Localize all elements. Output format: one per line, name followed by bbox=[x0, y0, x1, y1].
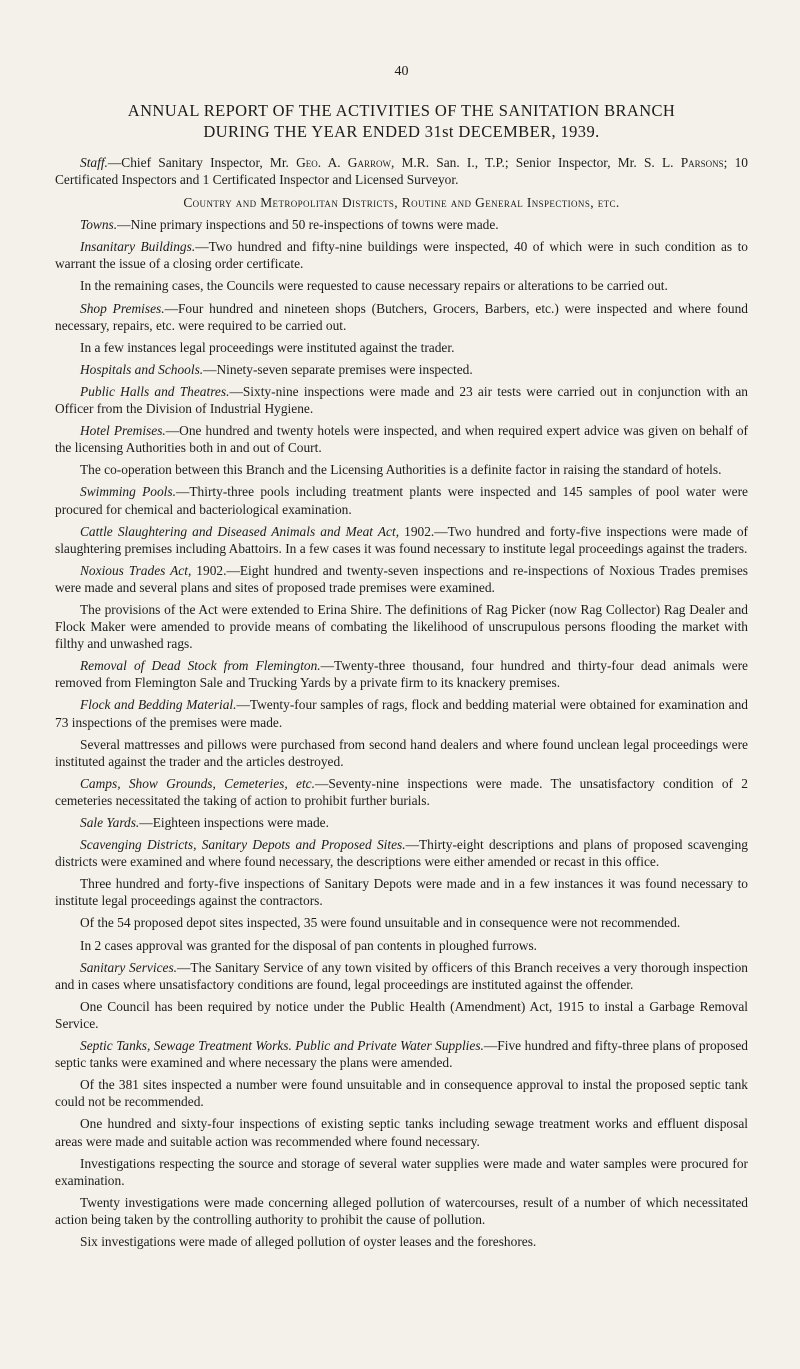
paragraph-text: —Thirty-three pools including treatment plants were inspected and 145 samples of pool water were procured for chemical and bacteriological examination. bbox=[55, 484, 748, 517]
staff-text-c: ; 10 Certificated Inspectors and 1 Certificated Inspector and Licensed Surveyor. bbox=[55, 155, 748, 188]
body-paragraph bbox=[55, 836, 748, 870]
paragraph-text: Of the 54 proposed depot sites inspected, 35 were found unsuitable and in consequence were not recommended. bbox=[80, 915, 681, 931]
paragraph-text: —Two hundred and fifty-nine buildings were inspected, 40 of which were in such condition as to warrant the issue of a closing order certificate. bbox=[55, 239, 748, 272]
body-paragraph bbox=[55, 277, 748, 294]
body-paragraph bbox=[55, 523, 748, 557]
paragraph-text: In 2 cases approval was granted for the disposal of pan contents in ploughed furrows. bbox=[80, 937, 538, 953]
body-paragraph bbox=[55, 775, 748, 809]
staff-name-b: Parsons bbox=[680, 155, 724, 170]
paragraph-text: —Five hundred and fifty-three plans of proposed septic tanks were examined and where necessary the plans were amended. bbox=[55, 1038, 748, 1071]
staff-text-a: —Chief Sanitary Inspector, Mr. bbox=[107, 155, 297, 170]
body-paragraph bbox=[55, 1155, 748, 1189]
body-paragraph bbox=[55, 937, 748, 954]
paragraph-text: Investigations respecting the source and storage of several water supplies were made and water samples were procured for examination. bbox=[55, 1155, 748, 1188]
paragraph-heading: Public Halls and Theatres. bbox=[80, 383, 230, 399]
paragraph-heading: Camps, Show Grounds, Cemeteries, etc. bbox=[80, 775, 315, 791]
body-paragraph bbox=[55, 1037, 748, 1071]
page-number: 40 bbox=[394, 64, 409, 79]
paragraph-heading: Hospitals and Schools. bbox=[80, 361, 204, 377]
paragraph-text: —Twenty-four samples of rags, flock and bedding material were obtained for examination and 73 inspections of the premises were made. bbox=[55, 697, 748, 730]
paragraph-heading: Insanitary Buildings. bbox=[80, 239, 196, 255]
paragraph-text: The co-operation between this Branch and the Licensing Authorities is a definite factor in raising the standard of hotels. bbox=[80, 462, 722, 478]
staff-name-a: Geo. A. Garrow bbox=[296, 155, 391, 170]
paragraph-text: In the remaining cases, the Councils were requested to cause necessary repairs or alterations to be carried out. bbox=[80, 278, 668, 294]
body-paragraph bbox=[55, 483, 748, 517]
paragraph-text: The provisions of the Act were extended to Erina Shire. The definitions of Rag Picker (now Rag Collector) Rag Dealer and Flock Maker were amended to provide means of combating the likelihood of unscrupulous persons flooding the market with filthy and unwashed rags. bbox=[55, 601, 748, 652]
body-paragraph bbox=[55, 914, 748, 931]
staff-text-b: , M.R. San. I., T.P.; Senior Inspector, Mr. S. L. bbox=[390, 155, 681, 170]
body-paragraph bbox=[55, 1194, 748, 1228]
body-paragraph bbox=[55, 216, 748, 233]
body-paragraph bbox=[55, 657, 748, 691]
paragraph-text: Of the 381 sites inspected a number were found unsuitable and in consequence approval to instal the proposed septic tank could not be recommended. bbox=[55, 1077, 748, 1110]
paragraph-text: —Four hundred and nineteen shops (Butchers, Grocers, Barbers, etc.) were inspected and where found necessary, repairs, etc. were required to be carried out. bbox=[55, 300, 748, 333]
paragraph-text: One hundred and sixty-four inspections of existing septic tanks including sewage treatment works and effluent disposal areas were made and suitable action was recommended where found necessary. bbox=[55, 1116, 748, 1149]
body-paragraph bbox=[55, 875, 748, 909]
body-paragraph bbox=[55, 339, 748, 356]
paragraph-heading: Flock and Bedding Material. bbox=[80, 697, 237, 713]
report-title bbox=[55, 100, 748, 142]
body-paragraph bbox=[55, 422, 748, 456]
paragraph-heading: Towns. bbox=[80, 217, 118, 233]
paragraph-text: —Ninety-seven separate premises were inspected. bbox=[203, 361, 473, 377]
paragraph-text: —One hundred and twenty hotels were inspected, and when required expert advice was given on behalf of the licensing Authorities both in and out of Court. bbox=[55, 423, 748, 456]
paragraph-heading: Noxious Trades Act, bbox=[80, 562, 192, 578]
body-paragraph bbox=[55, 238, 748, 272]
report-title-line-1: ANNUAL REPORT OF THE ACTIVITIES OF THE SANITATION BRANCH bbox=[127, 101, 676, 120]
paragraph-text: Twenty investigations were made concerning alleged pollution of watercourses, result of a number of which necessitated action being taken by the controlling authority to prohibit the cause of pollution. bbox=[55, 1194, 748, 1227]
paragraph-text: Six investigations were made of alleged pollution of oyster leases and the foreshores. bbox=[80, 1233, 537, 1249]
paragraph-text: —Eighteen inspections were made. bbox=[139, 815, 329, 830]
paragraph-heading: Swimming Pools. bbox=[80, 484, 176, 500]
body-paragraph bbox=[55, 383, 748, 417]
body-paragraph bbox=[55, 562, 748, 596]
section-heading: Country and Metropolitan Districts, Routine and General Inspections, etc. bbox=[183, 195, 620, 211]
paragraph-text: —Twenty-three thousand, four hundred and thirty-four dead animals were removed from Flemington Sale and Trucking Yards by a private firm to its knackery premises. bbox=[55, 658, 748, 691]
body-paragraph bbox=[55, 814, 748, 831]
paragraph-heading: Removal of Dead Stock from Flemington. bbox=[80, 658, 321, 674]
body-paragraph bbox=[55, 1115, 748, 1149]
body-paragraph bbox=[55, 1233, 748, 1250]
paragraph-text: Several mattresses and pillows were purchased from second hand dealers and where found unclean legal proceedings were instituted against the trader and the articles destroyed. bbox=[55, 736, 748, 769]
body-paragraph bbox=[55, 601, 748, 652]
paragraph-text: —Thirty-eight descriptions and plans of proposed scavenging districts were examined and where found necessary, the descriptions were either amended or recast in this office. bbox=[55, 837, 748, 870]
body-paragraph bbox=[55, 959, 748, 993]
paragraph-heading: Sale Yards. bbox=[80, 815, 140, 830]
paragraph-text: —The Sanitary Service of any town visited by officers of this Branch receives a very thorough inspection and in cases where unsatisfactory conditions are found, legal proceedings are instituted against the offender. bbox=[55, 959, 748, 992]
paragraph-text: In a few instances legal proceedings were instituted against the trader. bbox=[80, 339, 455, 355]
body-paragraph bbox=[55, 461, 748, 478]
report-body bbox=[55, 216, 748, 1250]
staff-heading: Staff. bbox=[80, 155, 108, 170]
paragraph-text: —Nine primary inspections and 50 re-inspections of towns were made. bbox=[117, 217, 499, 233]
paragraph-heading: Shop Premises. bbox=[80, 300, 165, 316]
paragraph-text: 1902.—Eight hundred and twenty-seven inspections and re-inspections of Noxious Trades premises were made and several plans and sites of proposed trade premises were examined. bbox=[55, 562, 748, 595]
paragraph-heading: Sanitary Services. bbox=[80, 959, 178, 975]
paragraph-text: 1902.—Two hundred and forty-five inspections were made of slaughtering premises including Abattoirs. In a few cases it was found necessary to institute legal proceedings against the traders. bbox=[55, 523, 748, 556]
paragraph-heading: Cattle Slaughtering and Diseased Animals and Meat Act, bbox=[80, 523, 400, 539]
paragraph-heading: Septic Tanks, Sewage Treatment Works. Public and Private Water Supplies. bbox=[80, 1038, 484, 1054]
body-paragraph bbox=[55, 361, 748, 378]
paragraph-heading: Scavenging Districts, Sanitary Depots and Proposed Sites. bbox=[80, 837, 406, 853]
body-paragraph bbox=[55, 696, 748, 730]
body-paragraph bbox=[55, 736, 748, 770]
paragraph-text: One Council has been required by notice under the Public Health (Amendment) Act, 1915 to instal a Garbage Removal Service. bbox=[55, 998, 748, 1031]
body-paragraph bbox=[55, 1076, 748, 1110]
paragraph-text: Three hundred and forty-five inspections of Sanitary Depots were made and in a few instances it was found necessary to institute legal proceedings against the contractors. bbox=[55, 876, 748, 909]
paragraph-heading: Hotel Premises. bbox=[80, 423, 166, 439]
paragraph-text: —Sixty-nine inspections were made and 23 air tests were carried out in conjunction with an Officer from the Division of Industrial Hygiene. bbox=[55, 383, 748, 417]
staff-paragraph bbox=[55, 154, 748, 188]
paragraph-text: —Seventy-nine inspections were made. The unsatisfactory condition of 2 cemeteries necessitated the taking of action to prohibit further burials. bbox=[55, 775, 748, 808]
body-paragraph bbox=[55, 998, 748, 1032]
body-paragraph bbox=[55, 300, 748, 334]
report-title-line-2: DURING THE YEAR ENDED 31st DECEMBER, 1939. bbox=[203, 122, 600, 141]
